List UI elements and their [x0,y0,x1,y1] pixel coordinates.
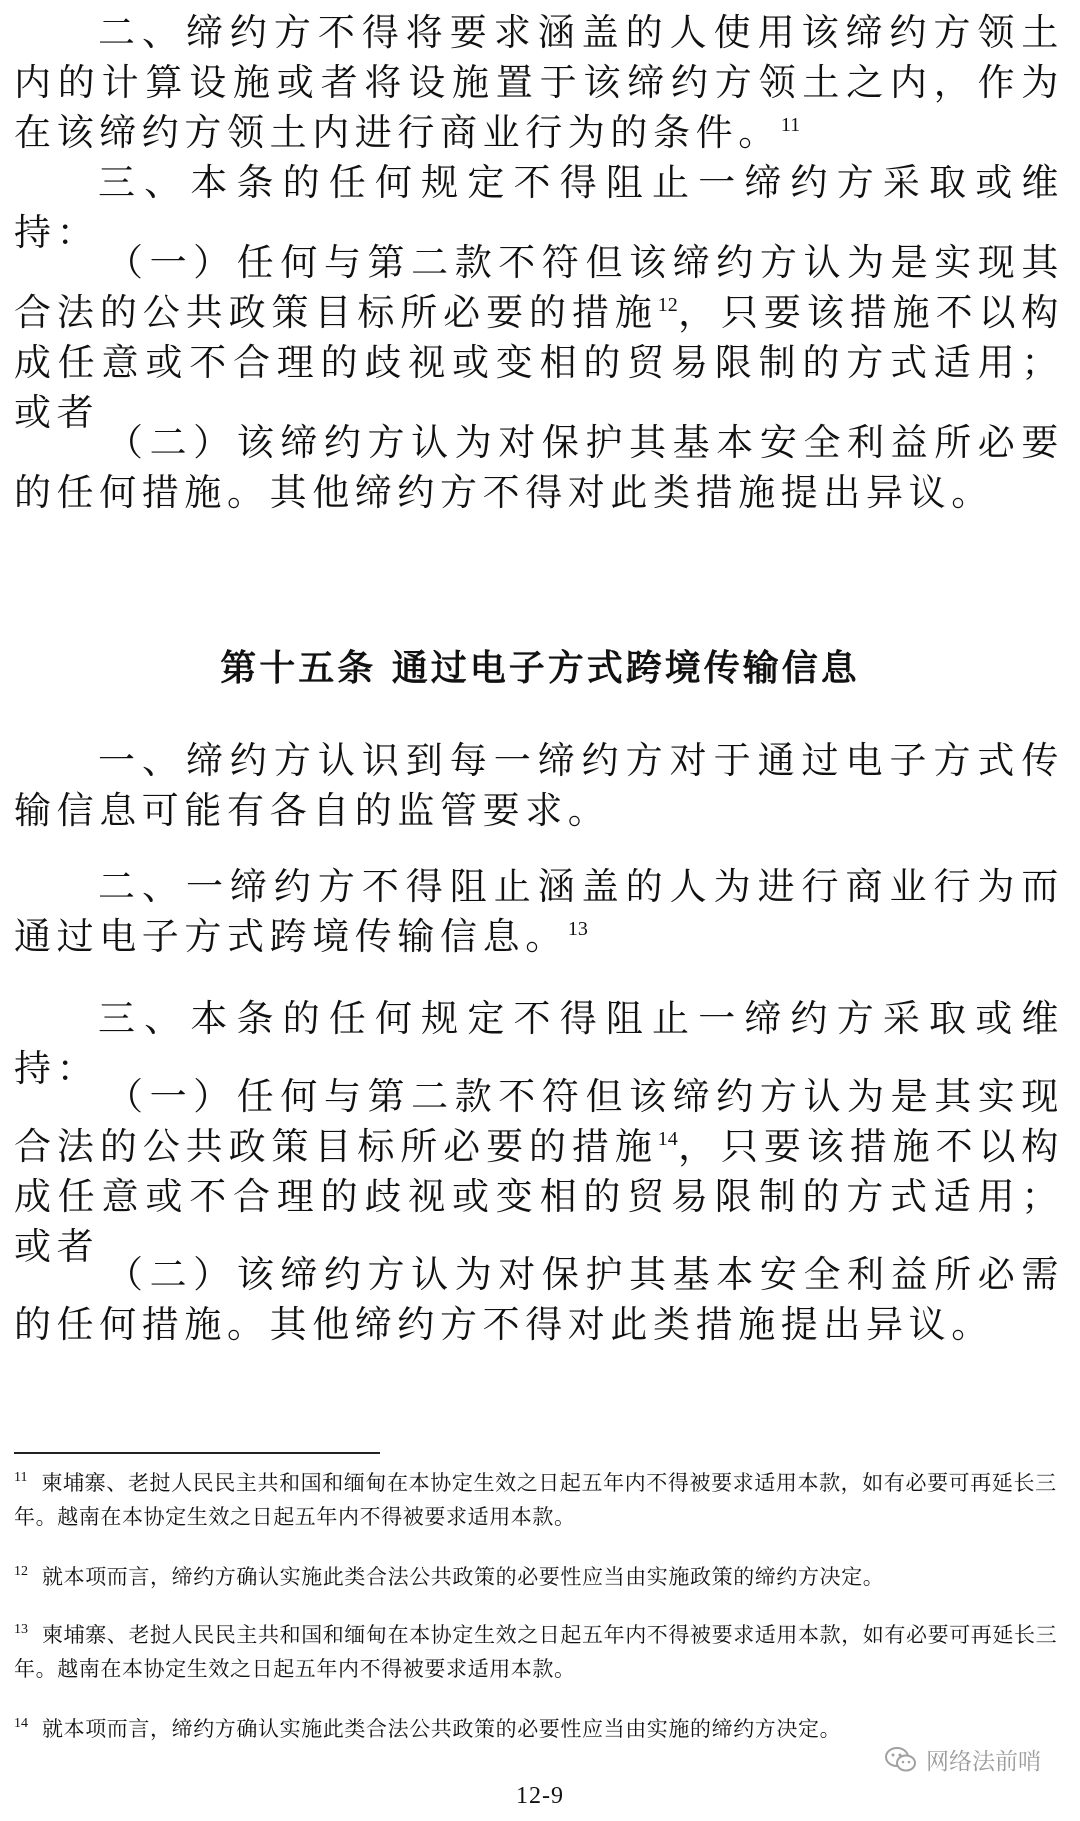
paragraph-3-item-1: （一）任何与第二款不符但该缔约方认为是实现其合法的公共政策目标所必要的措施$^{12}$，只要该措施不以构成任意或不合理的歧视或变相的贸易限制的方式适用；或者 [14,241,1064,434]
article-15-paragraph-3-item-2: （二）该缔约方认为对保护其基本安全利益所必需的任何措施。其他缔约方不得对此类措施提出异议。 [14,1253,1064,1346]
paragraph-3-item-2: （二）该缔约方认为对保护其基本安全利益所必要的任何措施。其他缔约方不得对此类措施提出异议。 [14,421,1064,514]
watermark-text: 网络法前哨 [926,1749,1041,1775]
article-15-paragraph-1: 一、缔约方认识到每一缔约方对于通过电子方式传输信息可能有各自的监管要求。 [14,739,1064,832]
footnote-divider [14,1452,380,1454]
article-15-paragraph-2: 二、一缔约方不得阻止涵盖的人为进行商业行为而通过电子方式跨境传输信息。$^{13}$ [14,865,1064,958]
article-15-paragraph-3: 三、本条的任何规定不得阻止一缔约方采取或维持： [14,997,1064,1090]
footnote-14: $^{14}$ 就本项而言，缔约方确认实施此类合法公共政策的必要性应当由实施的缔约方决定。 [14,1716,842,1741]
footnote-ref-13[interactable]: 13 [567,918,588,940]
footnote-ref-12[interactable]: 12 [657,294,678,316]
footnote-12: $^{12}$ 就本项而言，缔约方确认实施此类合法公共政策的必要性应当由实施政策的缔约方决定。 [14,1564,885,1589]
article-15-paragraph-3-item-1: （一）任何与第二款不符但该缔约方认为是其实现合法的公共政策目标所必要的措施$^{14}$，只要该措施不以构成任意或不合理的歧视或变相的贸易限制的方式适用；或者 [14,1075,1064,1268]
footnote-13: $^{13}$ 柬埔寨、老挝人民民主共和国和缅甸在本协定生效之日起五年内不得被要求适用本款，如有必要可再延长三年。越南在本协定生效之日起五年内不得被要求适用本款。 [14,1622,1058,1681]
footnote-ref-11[interactable]: 11 [780,114,801,136]
footnote-ref-14[interactable]: 14 [657,1128,678,1150]
wechat-icon [884,1746,918,1774]
watermark [884,1743,1041,1776]
paragraph-2-data-localization: 二、缔约方不得将要求涵盖的人使用该缔约方领土内的计算设施或者将设施置于该缔约方领土之内，作为在该缔约方领土内进行商业行为的条件。$^{11}$ [14,11,1064,154]
footnote-11: $^{11}$ 柬埔寨、老挝人民民主共和国和缅甸在本协定生效之日起五年内不得被要求适用本款，如有必要可再延长三年。越南在本协定生效之日起五年内不得被要求适用本款。 [14,1470,1057,1529]
paragraph-3-exceptions: 三、本条的任何规定不得阻止一缔约方采取或维持： [14,161,1064,254]
page-number: 12-9 [516,1783,564,1809]
article-15-heading: 第十五条 通过电子方式跨境传输信息 [220,648,860,689]
